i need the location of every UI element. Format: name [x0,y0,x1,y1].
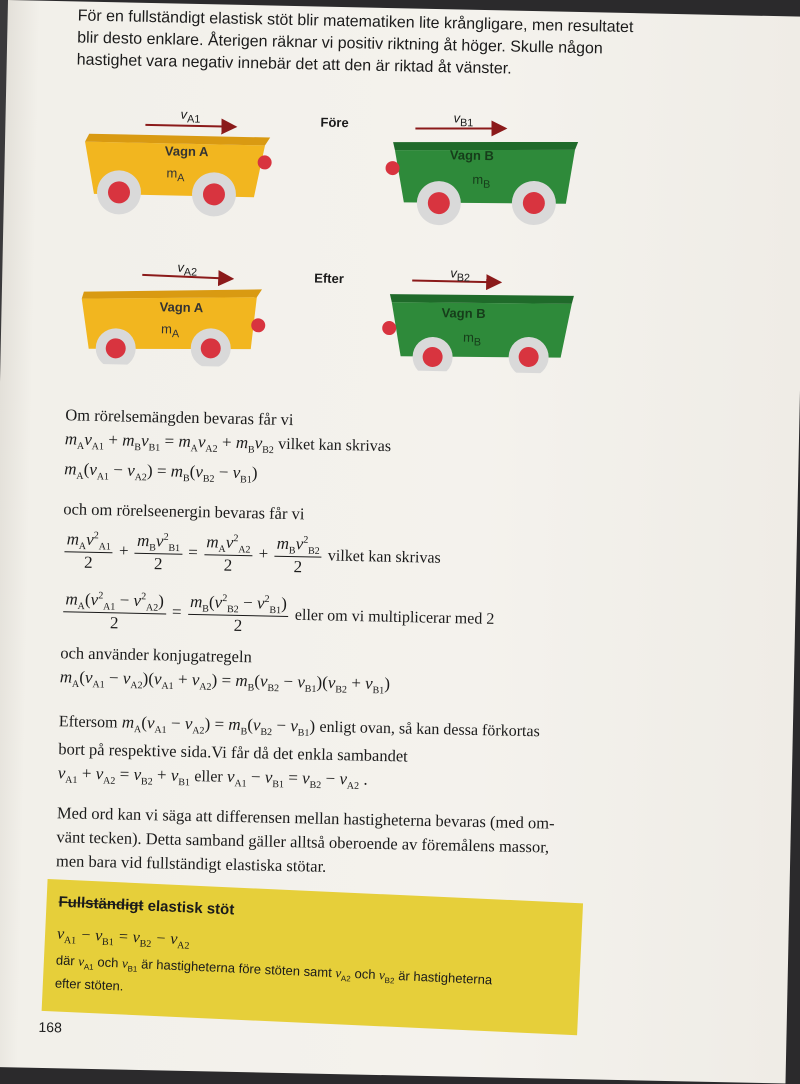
label-v-a1: $v_{A1}$ [180,106,201,126]
summary-box [42,879,583,1035]
words-line-2: vänt tecken). Detta samband gäller alltså oberoende av föremålens massor, [56,827,550,857]
conjugate-intro: och använder konjugatregeln [60,643,253,667]
words-line-3: men bara vid fullständigt elastiska stötar. [55,851,327,876]
cart-b-label-after: Vagn B [441,305,486,322]
collision-figure [70,93,596,374]
summary-formula: $v_{A1} - v_{B1} = v_{B2} - v_{A2}$ [56,925,190,952]
or-text: eller [194,768,223,786]
since-post: enligt ovan, så kan dessa förkortas [319,718,540,741]
energy-intro: och om rörelseenergin bevaras får vi [63,499,305,524]
cart-a-label-after: Vagn A [159,299,204,316]
result-equation: $v_{A1} + v_{A2} = v_{B2} + v_{B1}$ eller $v_{A1} - v_{B1} = v_{B2} - v_{A2}$ . [57,763,368,792]
cart-a-mass-after: $m_A$ [160,321,180,341]
since-line: Eftersom $m_A(v_{A1} - v_{A2}) = m_B(v_{B2} - v_{B1})$ enligt ovan, så kan dessa förkortas [58,712,540,741]
cart-b-mass-after: $m_B$ [462,329,482,349]
momentum-intro: Om rörelsemängden bevaras får vi [65,405,294,430]
since-pre: Eftersom [58,713,118,732]
rewrite-text-1: vilket kan skrivas [278,435,392,456]
momentum-equation: $m_Av_{A1} + m_Bv_{B1} = m_Av_{A2} + m_Bv_{B2}$ vilket kan skrivas [64,429,392,457]
cancel-text: bort på respektive sida.Vi får då det enkla sambandet [58,739,408,766]
summary-box-title: Fullständigt elastisk stöt [58,893,235,919]
label-v-a2: $v_{A2}$ [177,259,198,279]
multiply-text: eller om vi multiplicerar med 2 [294,606,495,628]
label-after: Efter [314,270,345,287]
conjugate-equation: $m_A(v_{A1} - v_{A2})(v_{A1} + v_{A2}) = m_B(v_{B2} - v_{B1})(v_{B2} + v_{B1})$ [59,667,391,697]
page-number: 168 [38,1018,63,1036]
words-line-1: Med ord kan vi säga att differensen mellan hastigheterna bevaras (med om- [56,803,555,833]
summary-explanation: där $v_{A1}$ och $v_{B1}$ är hastigheterna före stöten samt $v_{A2}$ och $v_{B2}$ är hastigheterna efter stöten. [54,952,493,994]
momentum-rewritten: $m_A(v_{A1} - v_{A2}) = m_B(v_{B2} - v_{B1})$ [63,459,258,486]
rewrite-text-2: vilket kan skrivas [327,547,441,567]
cart-a-mass-before: $m_A$ [166,165,185,185]
energy-rewritten: $\frac{m_A(v^2_{A1} - v^2_{A2})}{2}$ = $\frac{m_B(v^2_{B2} - v^2_{B1})}{2}$ eller om vi multiplicerar med 2 [61,589,495,641]
energy-equation: $\frac{m_Av^2_{A1}}{2}$ + $\frac{m_Bv^2_{B1}}{2}$ = $\frac{m_Av^2_{A2}}{2}$ + $\frac{m_Bv^2_{B2}}{2}$ vilket kan skrivas [62,529,441,580]
cart-a-label-before: Vagn A [164,143,209,160]
intro-paragraph: För en fullständigt elastisk stöt blir matematiken lite krångligare, men resultatet blir desto enklare. Återigen räknar vi positiv riktning åt höger. Skulle någon hastighet vara negativ innebär det att den är riktad åt vänster. [76,7,634,78]
label-v-b1: $v_{B1}$ [453,110,474,130]
label-before: Före [320,114,349,131]
cart-b-mass-before: $m_B$ [472,171,491,191]
cart-b-label-before: Vagn B [449,147,495,164]
label-v-b2: $v_{B2}$ [450,265,471,285]
